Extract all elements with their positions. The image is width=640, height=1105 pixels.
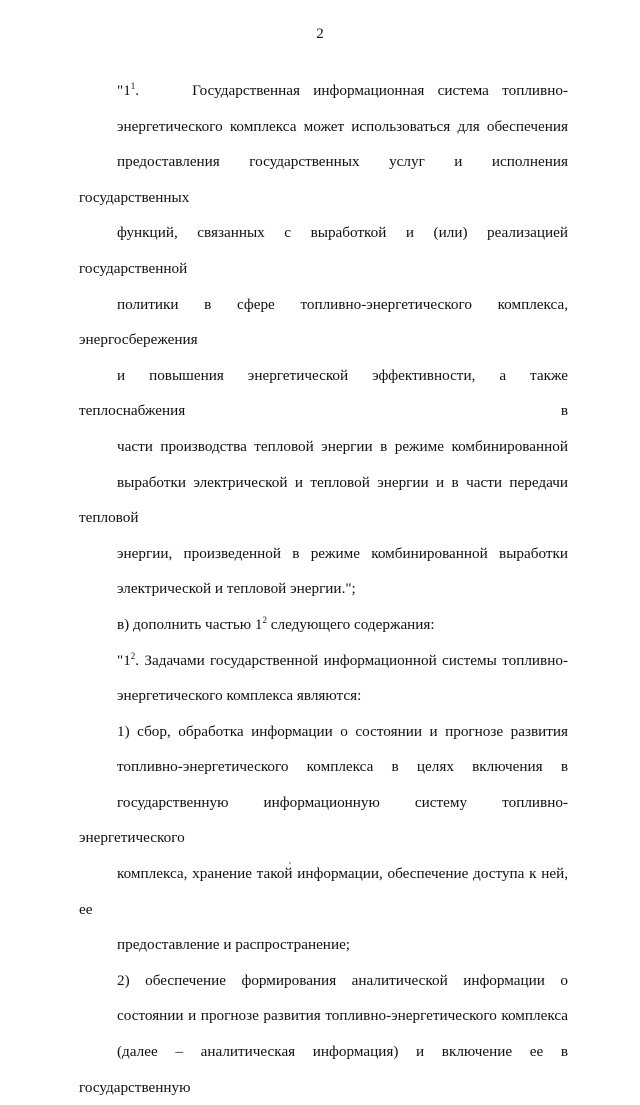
text-line: 1) сбор, обработка информации о состоянии и прогнозе развития: [117, 722, 568, 740]
list-item-2: [79, 963, 568, 1105]
list-item-1: [79, 714, 568, 963]
text-line: электрической и тепловой энергии.";: [117, 580, 356, 598]
punctuation: .: [135, 82, 140, 99]
scan-speck: [289, 862, 291, 864]
page-number: 2: [316, 26, 324, 42]
document-body: [79, 73, 568, 1105]
text-line: предоставление и распространение;: [117, 936, 351, 954]
text-line: (далее – аналитическая информация) и включение ее в государственную: [79, 1043, 568, 1096]
superscript: 2: [262, 614, 267, 625]
text-line: состоянии и прогнозе развития топливно-энергетического комплекса: [117, 1007, 568, 1025]
line-text: . Задачами государственной информационной системы топливно-: [135, 651, 568, 669]
clause-1-2: [79, 643, 568, 714]
line-text: Государственная информационная система топливно-: [192, 82, 568, 99]
text-line: предоставления государственных услуг и исполнения государственных: [79, 153, 568, 206]
text-line: [79, 73, 568, 109]
text-line: выработки электрической и тепловой энергии и в части передачи тепловой: [79, 473, 568, 527]
text-line: [79, 607, 568, 643]
quote-number: "1: [117, 651, 131, 669]
text-line: комплекса, хранение такой информации, обеспечение доступа к ней, ее: [79, 865, 568, 918]
clause-1-1: [79, 73, 568, 607]
text-line: энергетического комплекса являются:: [117, 687, 362, 705]
quote-number: "1: [117, 82, 131, 99]
text-line: 2) обеспечение формирования аналитической информации о: [117, 971, 568, 989]
text-line: энергетического комплекса может использоваться для обеспечения: [117, 117, 568, 135]
superscript: 2: [130, 650, 136, 661]
text-line: части производства тепловой энергии в режиме комбинированной: [117, 437, 568, 455]
text-line: функций, связанных с выработкой и (или) реализацией государственной: [79, 224, 568, 277]
line-text: в) дополнить частью 1: [117, 615, 263, 633]
text-line: государственную информационную систему топливно-энергетического: [79, 793, 568, 847]
text-line: и повышения энергетической эффективности, а также теплоснабжения в: [79, 366, 568, 420]
text-line: топливно-энергетического комплекса в целях включения в: [117, 758, 568, 776]
text-line: политики в сфере топливно-энергетического комплекса, энергосбережения: [79, 295, 568, 349]
superscript: 1: [130, 81, 136, 91]
line-text: следующего содержания:: [266, 615, 435, 633]
text-line: [79, 643, 568, 679]
item-v: [79, 607, 568, 643]
text-line: энергии, произведенной в режиме комбинированной выработки: [117, 544, 568, 562]
